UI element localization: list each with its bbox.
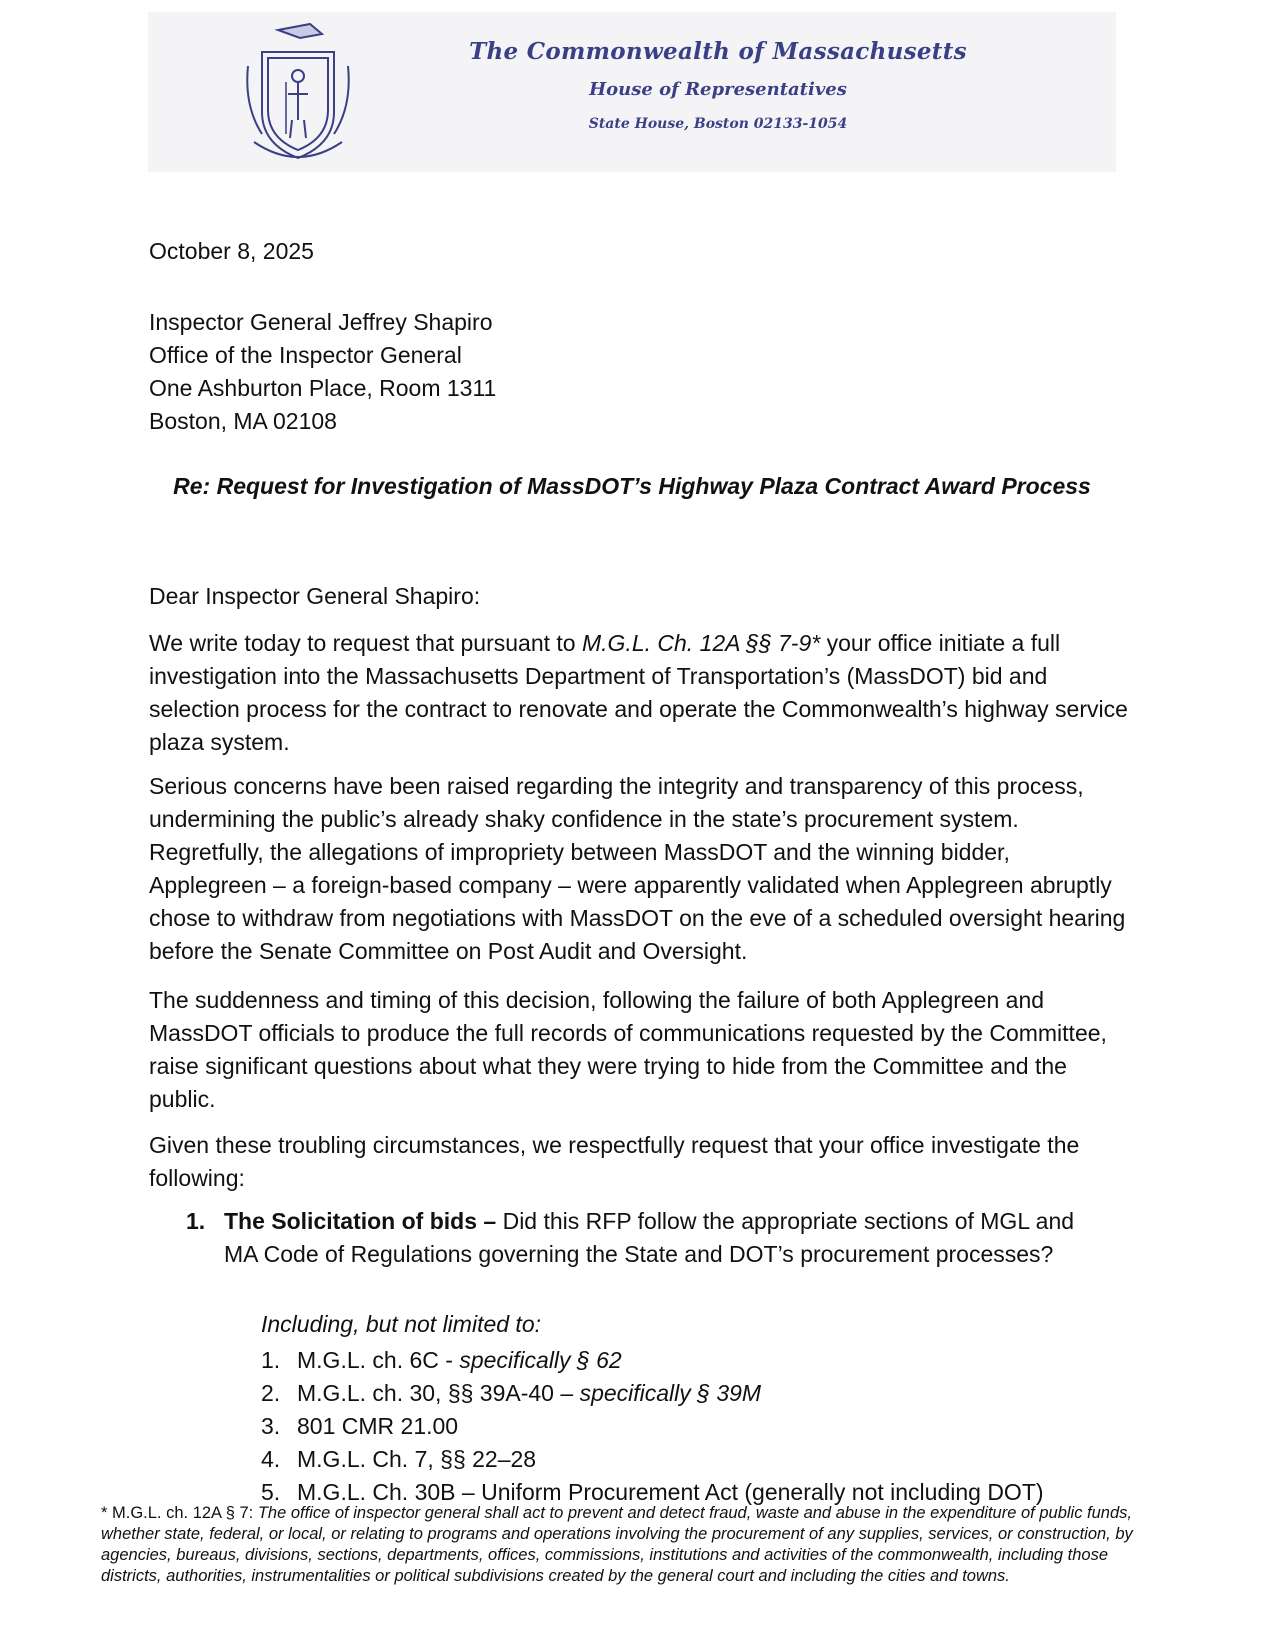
item-text	[224, 1205, 1106, 1271]
massachusetts-seal-icon	[240, 16, 356, 168]
letterhead	[148, 12, 1116, 172]
list-item	[261, 1410, 1044, 1443]
salutation: Dear Inspector General Shapiro:	[149, 583, 481, 609]
item-body: Did this RFP follow the appropriate sections of MGL and MA Code of Regulations governing the State and DOT’s procurement processes?	[224, 1208, 1075, 1267]
recipient-line: Boston, MA 02108	[149, 408, 337, 434]
letterhead-title: The Commonwealth of Massachusetts	[469, 38, 967, 65]
statute-citation: M.G.L. Ch. 12A §§ 7-9*	[581, 630, 821, 656]
list-text: M.G.L. Ch. 7, §§ 22–28	[297, 1446, 537, 1472]
body-paragraph-4: Given these troubling circumstances, we respectfully request that your office investigate the following:	[149, 1132, 1080, 1191]
list-item	[261, 1377, 1044, 1410]
paragraph-text: your office initiate a full investigation into the Massachusetts Department of Transportation’s (MassDOT) bid and selection process for the contract to renovate and operate the Commonwealth’s highway service plaza system.	[149, 630, 1128, 755]
list-text: 801 CMR 21.00	[297, 1413, 459, 1439]
list-text: M.G.L. ch. 30, §§ 39A-40 –	[297, 1380, 580, 1406]
item-heading: The Solicitation of bids –	[224, 1208, 497, 1234]
numbered-item	[186, 1205, 1106, 1271]
list-item	[261, 1344, 1044, 1377]
list-text: M.G.L. Ch. 30B – Uniform Procurement Act (generally not including DOT)	[297, 1479, 1044, 1505]
recipient-line: Inspector General Jeffrey Shapiro	[149, 309, 493, 335]
list-text: M.G.L. ch. 6C -	[297, 1347, 460, 1373]
body-paragraph-3: The suddenness and timing of this decision, following the failure of both Applegreen and MassDOT officials to produce the full records of communications requested by the Committee, raise significant questions about what they were trying to hide from the Committee and the public.	[149, 987, 1107, 1112]
including-label: Including, but not limited to:	[261, 1311, 541, 1337]
body-paragraph-1	[149, 627, 1129, 759]
recipient-address	[149, 306, 496, 438]
paragraph-text: We write today to request that pursuant to	[149, 630, 582, 656]
letter-date: October 8, 2025	[149, 238, 314, 264]
footnote	[101, 1503, 1161, 1587]
letterhead-text	[398, 38, 1038, 132]
item-number: 1.	[186, 1208, 206, 1234]
list-number: 5.	[261, 1479, 281, 1505]
list-number: 2.	[261, 1380, 281, 1406]
footnote-lead: * M.G.L. ch. 12A § 7:	[101, 1504, 258, 1522]
list-emphasis: specifically § 39M	[579, 1380, 762, 1406]
list-number: 1.	[261, 1347, 281, 1373]
subject-line: Re: Request for Investigation of MassDOT’s Highway Plaza Contract Award Process	[173, 473, 1091, 499]
list-number: 4.	[261, 1446, 281, 1472]
list-emphasis: specifically § 62	[459, 1347, 622, 1373]
body-paragraph-2: Serious concerns have been raised regarding the integrity and transparency of this process, undermining the public’s already shaky confidence in the state’s procurement system. Regretfully, the allegations of impropriety between MassDOT and the winning bidder, Applegreen – a foreign-based company – were apparently validated when Applegreen abruptly chose to withdraw from negotiations with MassDOT on the eve of a scheduled oversight hearing before the Senate Committee on Post Audit and Oversight.	[149, 773, 1126, 964]
statute-list	[261, 1344, 1044, 1509]
letterhead-house: House of Representatives	[589, 79, 847, 100]
letterhead-address: State House, Boston 02133-1054	[588, 116, 848, 132]
footnote-text: The office of inspector general shall act to prevent and detect fraud, waste and abuse in the expenditure of public funds, whether state, federal, or local, or relating to programs and operations involving the procurement of any supplies, services, or construction, by agencies, bureaus, divisions, sections, departments, offices, commissions, institutions and activities of the commonwealth, including those districts, authorities, instrumentalities or political subdivisions created by the general court and including the cities and towns.	[101, 1504, 1133, 1585]
recipient-line: Office of the Inspector General	[149, 342, 462, 368]
list-item	[261, 1443, 1044, 1476]
list-number: 3.	[261, 1413, 281, 1439]
recipient-line: One Ashburton Place, Room 1311	[149, 375, 497, 401]
